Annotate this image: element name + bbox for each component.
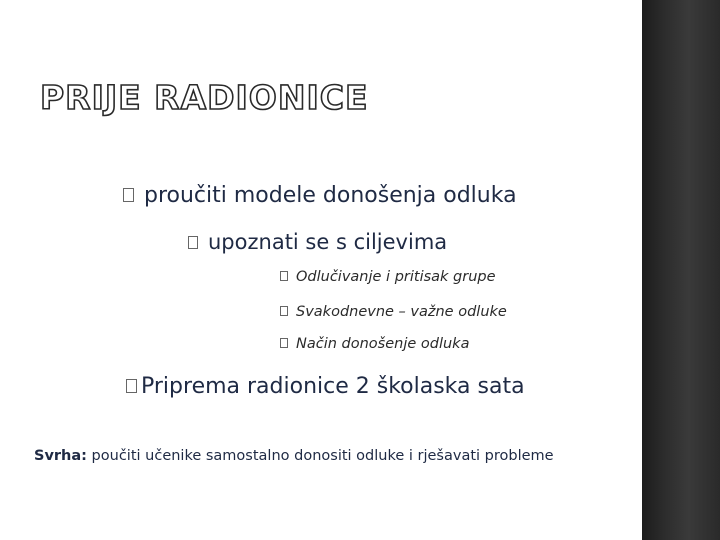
purpose-text: poučiti učenike samostalno donositi odluke i rješavati probleme bbox=[86, 448, 554, 464]
slide-title: PRIJE RADIONICE bbox=[40, 78, 369, 117]
bullet-item bbox=[280, 269, 496, 285]
bullet-box-icon bbox=[188, 236, 198, 249]
bullet-text: Svakodnevne – važne odluke bbox=[296, 304, 507, 320]
bullet-text: proučiti modele donošenja odluka bbox=[144, 183, 517, 208]
bullet-box-icon bbox=[126, 379, 137, 393]
bullet-text: Način donošenje odluka bbox=[296, 336, 470, 352]
bullet-item bbox=[126, 374, 525, 399]
bullet-text: Priprema radionice 2 školaska sata bbox=[141, 374, 525, 399]
bullet-box-icon bbox=[280, 271, 288, 281]
purpose-label: Svrha: bbox=[34, 448, 87, 464]
bullet-text: Odlučivanje i pritisak grupe bbox=[296, 269, 496, 285]
bullet-item bbox=[123, 183, 517, 208]
bullet-item bbox=[280, 304, 507, 320]
bullet-box-icon bbox=[123, 188, 134, 202]
bullet-box-icon bbox=[280, 306, 288, 316]
decorative-sidebar bbox=[642, 0, 720, 540]
bullet-box-icon bbox=[280, 338, 288, 348]
bullet-item bbox=[280, 336, 469, 352]
bullet-text: upoznati se s ciljevima bbox=[208, 230, 448, 254]
bullet-item bbox=[188, 230, 447, 254]
purpose-line bbox=[34, 448, 554, 464]
